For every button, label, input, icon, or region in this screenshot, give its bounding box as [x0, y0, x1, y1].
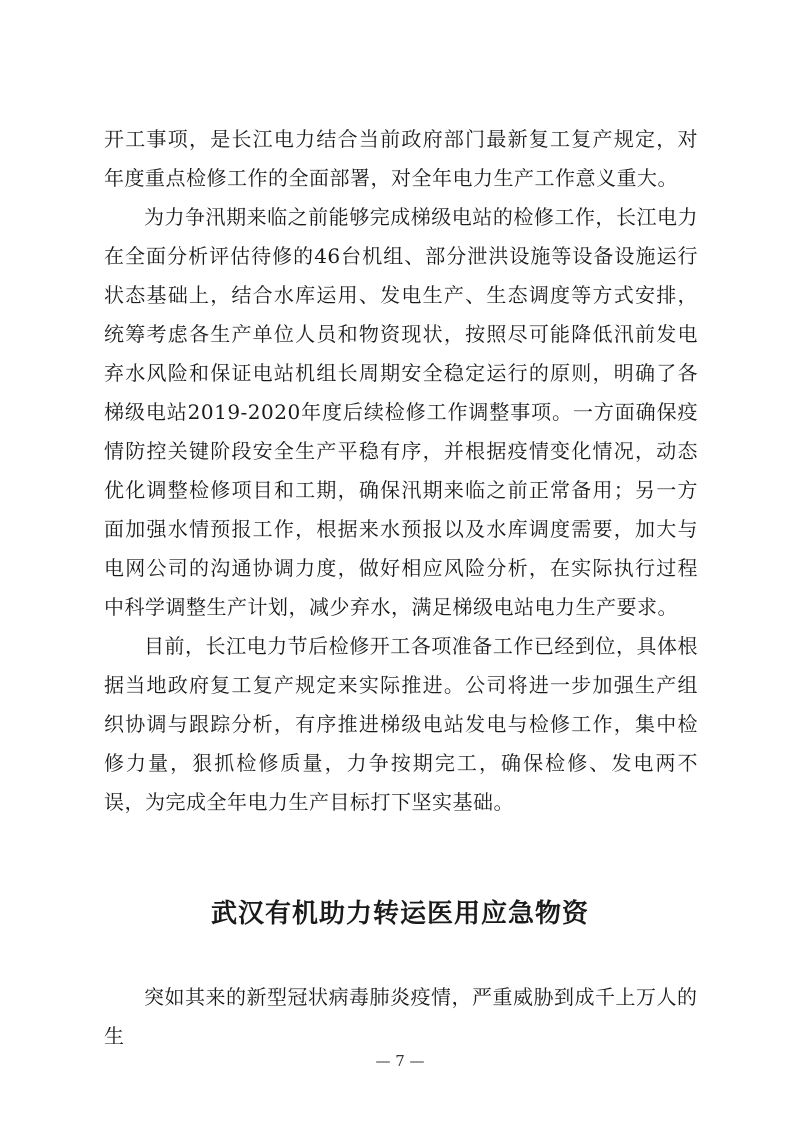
article-body — [104, 120, 698, 822]
section-heading: 武汉有机助力转运医用应急物资 — [210, 899, 589, 929]
section-first-paragraph: 突如其来的新型冠状病毒肺炎疫情，严重威胁到成千上万人的生 — [104, 985, 698, 1048]
section-body — [104, 978, 698, 1056]
page-number: — 7 — — [375, 1052, 425, 1070]
paragraph-maintenance-plan: 为力争汛期来临之前能够完成梯级电站的检修工作，长江电力在全面分析评估待修的46台机组、部分泄洪设施等设备设施运行状态基础上，结合水库运用、发电生产、生态调度等方式安排，统筹考虑各生产单位人员和物资现状，按照尽可能降低汛前发电弃水风险和保证电站机组长周期安全稳定运行的原则，明确了各梯级电站2019-2020年度后续检修工作调整事项。一方面确保疫情防控关键阶段安全生产平稳有序，并根据疫情变化情况，动态优化调整检修项目和工期，确保汛期来临之前正常备用；另一方面加强水情预报工作，根据来水预报以及水库调度需要，加大与电网公司的沟通协调力度，做好相应风险分析，在实际执行过程中科学调整生产计划，减少弃水，满足梯级电站电力生产要求。 — [104, 205, 698, 619]
paragraph-current-status: 目前，长江电力节后检修开工各项准备工作已经到位，具体根据当地政府复工复产规定来实际推进。公司将进一步加强生产组织协调与跟踪分析，有序推进梯级电站发电与检修工作，集中检修力量，狠抓检修质量，力争按期完工，确保检修、发电两不误，为完成全年电力生产目标打下坚实基础。 — [104, 634, 698, 814]
paragraph-continuation: 开工事项，是长江电力结合当前政府部门最新复工复产规定，对年度重点检修工作的全面部署，对全年电力生产工作意义重大。 — [104, 127, 698, 190]
